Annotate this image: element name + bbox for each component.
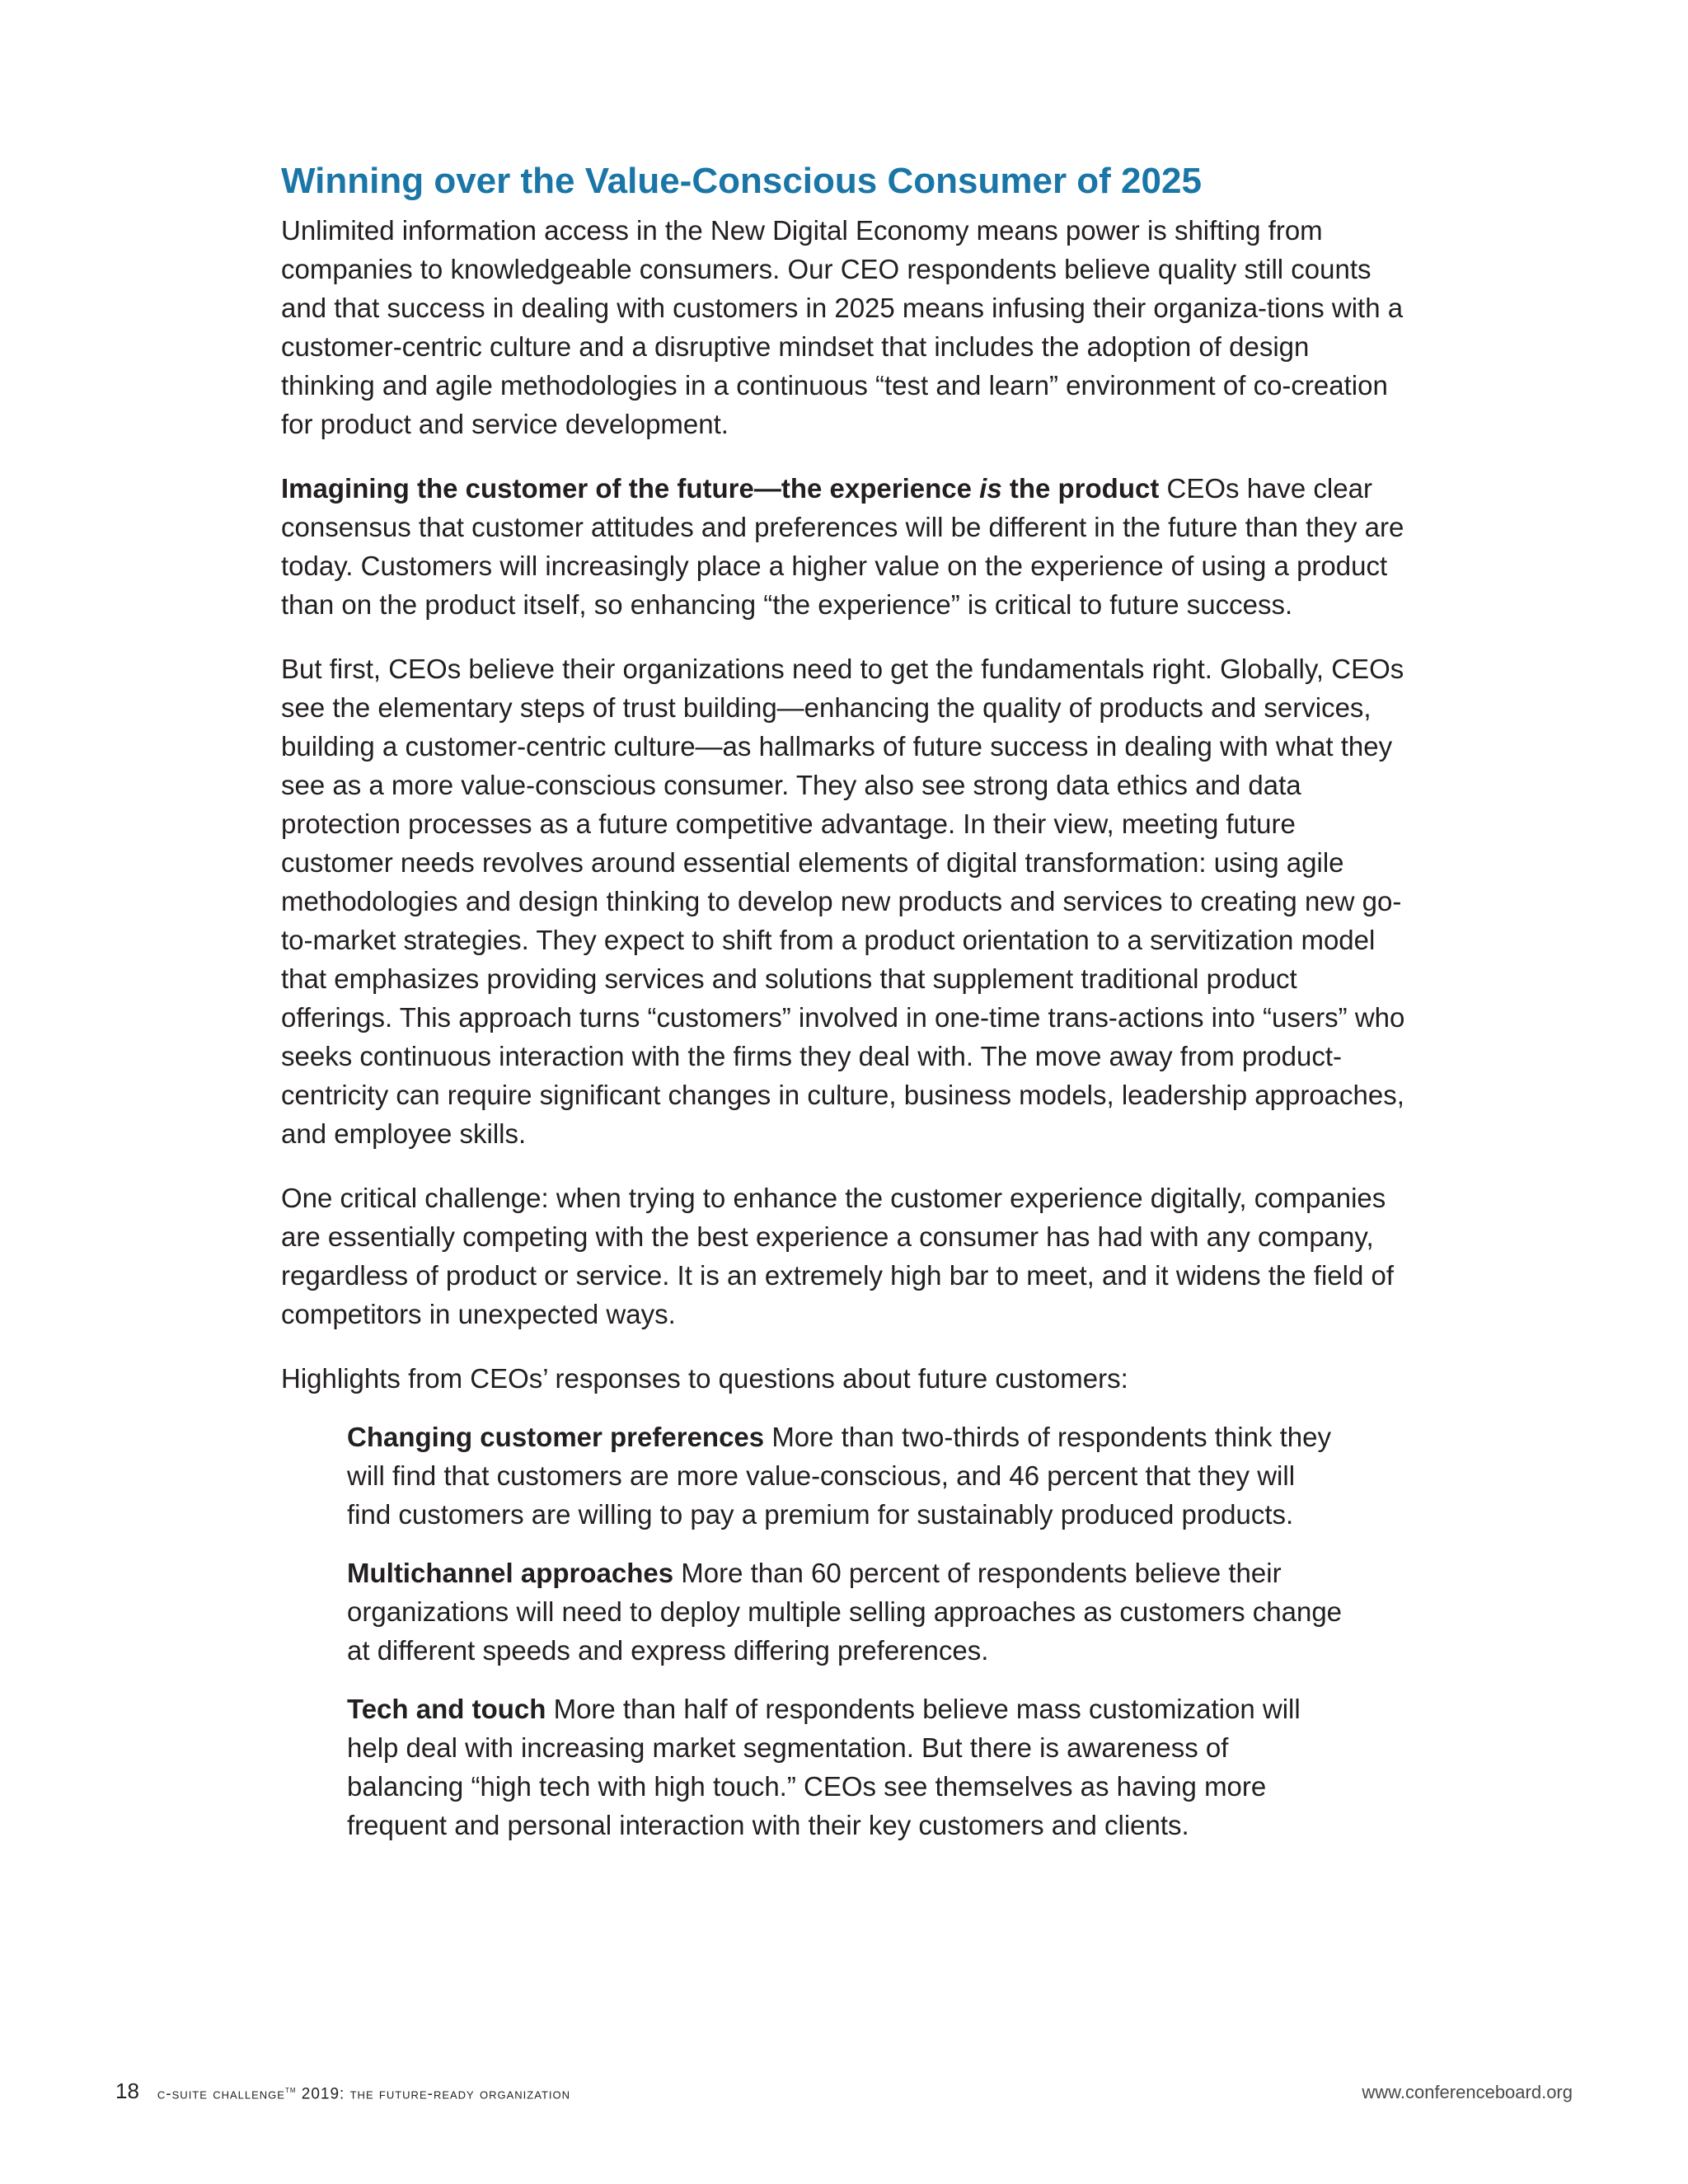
article-content: [281, 157, 1410, 1864]
publication-title: [157, 2083, 570, 2103]
page-footer: [115, 2079, 1573, 2111]
imagining-paragraph: [281, 469, 1410, 624]
imagining-lead: Imagining the customer of the future—the experience: [281, 473, 972, 504]
publication-title-main: c-suite challenge: [157, 2085, 285, 2102]
imagining-lead-italic: is: [979, 473, 1002, 504]
highlight-text: More than half of respondents believe mass customization will help deal with increasing market segmentation. But there is awareness of balancing “high tech with high touch.” CEOs see themselves as having more frequent and personal interaction with their key customers and clients.: [347, 1694, 1301, 1840]
highlight-item: [347, 1418, 1344, 1534]
imagining-text: CEOs have clear consensus that customer attitudes and preferences will be different in the future than they are today. Customers will increasingly place a higher value on the experience of using a product than on the product itself, so enhancing “the experience” is critical to future success.: [281, 473, 1404, 620]
website-link[interactable]: www.conferenceboard.org: [1362, 2082, 1573, 2102]
highlight-item: [347, 1690, 1344, 1844]
publication-title-rest: 2019: the future-ready organization: [296, 2085, 570, 2102]
highlight-text: More than 60 percent of respondents believe their organizations will need to deploy multiple selling approaches as customers change at different speeds and express differing preferences.: [347, 1558, 1343, 1666]
imagining-lead-end: the product: [1009, 473, 1160, 504]
section-title: Winning over the Value-Conscious Consumer of 2025: [281, 161, 1202, 201]
intro-paragraph: Unlimited information access in the New Digital Economy means power is shifting from companies to knowledgeable consumers. Our CEO respondents believe quality still counts and that success in dealing with customers in 2025 means infusing their organiza-tions with a customer-centric culture and a disruptive mindset that includes the adoption of design thinking and agile methodologies in a continuous “test and learn” environment of co-creation for product and service development.: [281, 215, 1404, 439]
highlights-list: [281, 1418, 1344, 1844]
highlight-lead: Changing customer preferences: [347, 1422, 765, 1452]
highlight-lead: Tech and touch: [347, 1694, 546, 1724]
footer-left: [115, 2079, 570, 2104]
challenge-paragraph: One critical challenge: when trying to enhance the customer experience digitally, companies are essentially competing with the best experience a consumer has had with any company, regardless of product or service. It is an extremely high bar to meet, and it widens the field of competitors in unexpected ways.: [281, 1183, 1395, 1329]
highlight-lead: Multichannel approaches: [347, 1558, 674, 1588]
highlight-item: [347, 1554, 1344, 1670]
highlights-intro: Highlights from CEOs’ responses to questions about future customers:: [281, 1363, 1128, 1394]
fundamentals-paragraph: But first, CEOs believe their organizations need to get the fundamentals right. Globally, CEOs see the elementary steps of trust building—enhancing the quality of products and services, building a customer-centric culture—as hallmarks of future success in dealing with what they see as a more value-conscious consumer. They also see strong data ethics and data protection processes as a future competitive advantage. In their view, meeting future customer needs revolves around essential elements of digital transformation: using agile methodologies and design thinking to develop new products and services to creating new go-to-market strategies. They expect to shift from a product orientation to a servitization model that emphasizes providing services and solutions that supplement traditional product offerings. This approach turns “customers” involved in one-time trans-actions into “users” who seeks continuous interaction with the firms they deal with. The move away from product-centricity can require significant changes in culture, business models, leadership approaches, and employee skills.: [281, 654, 1405, 1149]
page-number: 18: [115, 2079, 139, 2103]
highlight-text: More than two-thirds of respondents think they will find that customers are more value-conscious, and 46 percent that they will find customers are willing to pay a premium for sustainably produced products.: [347, 1422, 1332, 1530]
trademark-mark: tm: [284, 2083, 297, 2095]
